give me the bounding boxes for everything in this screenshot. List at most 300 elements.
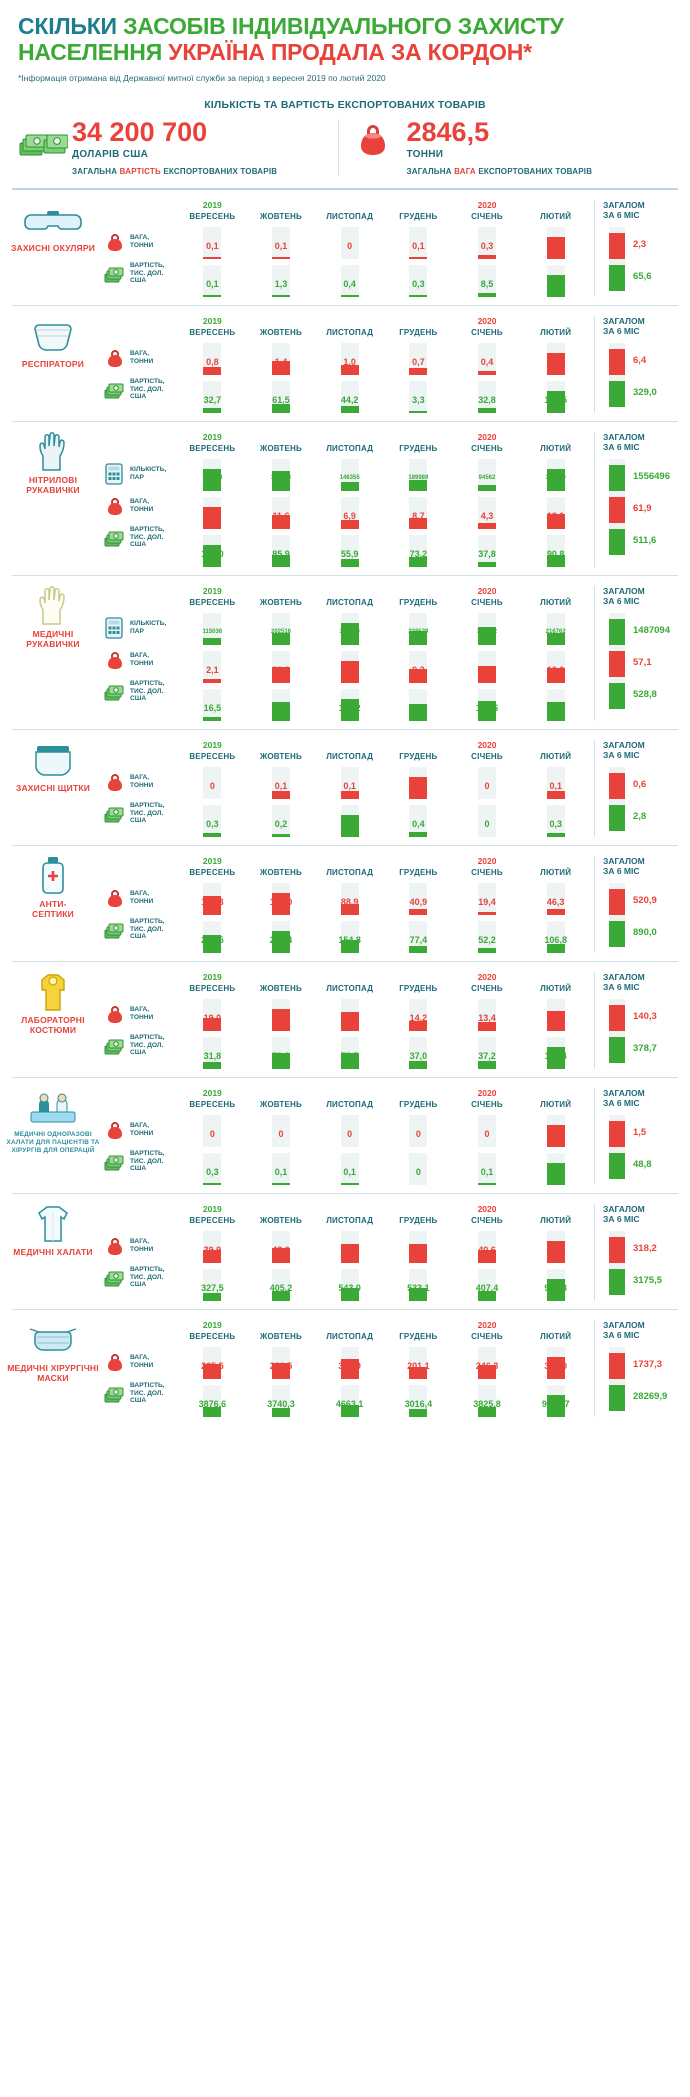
total-value: 57,1 [633, 656, 652, 668]
month-year [247, 316, 316, 328]
product-block-8 [0, 1194, 690, 1309]
bar-cell [521, 613, 590, 645]
month-name: СІЧЕНЬ [471, 327, 503, 337]
bar-value: 4,3 [480, 510, 494, 521]
month-name: ВЕРЕСЕНЬ [189, 211, 236, 221]
bar-value: 98,2 [546, 702, 565, 713]
total-column-title: ЗАГАЛОМ ЗА 6 МІС [603, 971, 645, 993]
bar-cell [384, 1153, 453, 1185]
total-bars [603, 227, 690, 291]
bar-cell [384, 1037, 453, 1069]
month-header-row [178, 740, 590, 761]
month-header-row [178, 432, 590, 453]
month-header-row [178, 1204, 590, 1225]
total-value: 511,6 [633, 534, 657, 546]
bar-value: 0,7 [412, 356, 425, 367]
month-header-3 [384, 316, 453, 337]
bar-fill [272, 633, 290, 644]
metric-label-text: ВАГА, ТОННИ [130, 773, 154, 789]
month-name: СІЧЕНЬ [471, 597, 503, 607]
metric-label-text: ВАРТІСТЬ, ТИС. ДОЛ. США [130, 377, 165, 401]
month-name: ГРУДЕНЬ [399, 751, 438, 761]
bar-fill [203, 638, 221, 644]
month-year [315, 200, 384, 212]
month-name: СІЧЕНЬ [471, 983, 503, 993]
bar-row-weight [178, 343, 590, 375]
month-header-0 [178, 1088, 247, 1109]
bar-fill [478, 1022, 496, 1031]
bar-cell [521, 343, 590, 375]
bar-fill [478, 293, 496, 296]
kettlebell-icon [353, 119, 407, 159]
total-fill [609, 1153, 625, 1179]
bar-cell [247, 1347, 316, 1379]
bar-row-weight [178, 1231, 590, 1263]
total-value: 528,8 [633, 688, 657, 700]
bar-cell [178, 689, 247, 721]
total-column [594, 316, 690, 413]
bar-fill [547, 944, 565, 953]
bar-row-count [178, 459, 590, 491]
product-identity [0, 856, 104, 953]
bar-fill [272, 295, 290, 297]
bar-value: 543,0 [338, 1282, 361, 1293]
month-name: ВЕРЕСЕНЬ [189, 867, 236, 877]
total-track [609, 227, 625, 259]
total-column [594, 1204, 690, 1301]
bar-cell [453, 613, 522, 645]
month-year [384, 316, 453, 328]
total-weight-number: 2846,5 [406, 116, 490, 147]
product-identity [0, 316, 104, 413]
bar-cell [178, 1269, 247, 1301]
bar-cell [315, 1153, 384, 1185]
month-name: ЛИСТОПАД [326, 443, 374, 453]
metric-labels [104, 586, 178, 721]
weight-icon [104, 496, 130, 516]
month-header-4 [453, 200, 522, 221]
month-year [384, 972, 453, 984]
total-weight-unit: ТОННИ [406, 148, 444, 160]
metric-labels [104, 972, 178, 1069]
bar-cell [178, 343, 247, 375]
money-icon [104, 920, 130, 940]
month-header-2 [315, 316, 384, 337]
month-name: ЖОВТЕНЬ [260, 327, 302, 337]
month-year [384, 1204, 453, 1216]
bar-value: 0 [484, 1128, 490, 1139]
month-name: СІЧЕНЬ [471, 211, 503, 221]
month-year: 2019 [202, 1203, 222, 1214]
total-cell [603, 799, 690, 831]
bar-cell [315, 805, 384, 837]
month-name: ГРУДЕНЬ [399, 597, 438, 607]
month-header-1 [247, 856, 316, 877]
bar-value: 0,1 [274, 780, 288, 791]
bar-fill [409, 295, 427, 297]
title-part-1: СКІЛЬКИ [18, 13, 124, 39]
total-value: 2,3 [633, 238, 647, 250]
bar-value: 327,5 [201, 1282, 224, 1293]
total-column [594, 972, 690, 1069]
bar-value: 46,3 [546, 896, 565, 907]
month-name: ЛИСТОПАД [326, 1331, 374, 1341]
month-header-5 [521, 586, 590, 607]
month-name: СІЧЕНЬ [471, 751, 503, 761]
totals-heading: КІЛЬКІСТЬ ТА ВАРТІСТЬ ЕКСПОРТОВАНИХ ТОВАРІВ [204, 98, 486, 111]
month-name: ЛЮТИЙ [540, 443, 572, 453]
bar-value: 3825,8 [473, 1398, 501, 1409]
bar-cell [384, 535, 453, 567]
metric-labels [104, 856, 178, 953]
bar-cell [315, 1347, 384, 1379]
bar-row-cost [178, 1385, 590, 1417]
month-name: ЛЮТИЙ [540, 327, 572, 337]
bar-fill [341, 791, 359, 798]
total-fill [609, 233, 625, 259]
month-year: 2020 [477, 855, 497, 866]
month-grid [178, 586, 594, 721]
product-block-6 [0, 962, 690, 1077]
bar-value: 85,9 [272, 548, 290, 559]
bar-cell [178, 767, 247, 799]
total-track [609, 343, 625, 375]
bar-cell [453, 805, 522, 837]
month-name: ГРУДЕНЬ [399, 1215, 438, 1225]
bar-row-cost [178, 1269, 590, 1301]
month-year [315, 586, 384, 598]
bar-fill [272, 257, 290, 259]
total-column [594, 432, 690, 567]
bar-cell [521, 767, 590, 799]
bar-cell [384, 805, 453, 837]
bar-row-cost [178, 1153, 590, 1185]
bar-value: 0,3 [206, 818, 219, 829]
total-track [609, 1263, 625, 1295]
bar-value: 0,1 [412, 240, 425, 251]
total-column [594, 586, 690, 721]
product-name: НІТРИЛОВІ РУКАВИЧКИ [26, 474, 80, 496]
month-header-3 [384, 972, 453, 993]
month-name: ГРУДЕНЬ [399, 211, 438, 221]
month-header-1 [247, 432, 316, 453]
bar-value: 222,5 [201, 934, 224, 945]
total-fill [609, 349, 625, 375]
total-track [609, 459, 625, 491]
bar-value: 148,3 [201, 896, 224, 907]
total-fill [609, 529, 625, 555]
month-year: 2020 [477, 1319, 497, 1330]
bar-value: 32,7 [203, 394, 222, 405]
month-header-row [178, 316, 590, 337]
month-header-5 [521, 1320, 590, 1341]
bar-value: 11,6 [272, 510, 290, 521]
bar-fill [272, 1291, 290, 1300]
weight-icon [104, 1004, 130, 1024]
month-name: СІЧЕНЬ [471, 1331, 503, 1341]
bar-value: 90,1 [409, 702, 428, 713]
bar-row-weight [178, 497, 590, 529]
nitrile-gloves-icon [6, 434, 100, 470]
metric-labels [104, 740, 178, 837]
bar-fill [478, 255, 496, 259]
month-name: ЖОВТЕНЬ [260, 1099, 302, 1109]
metric-label-text: ВАГА, ТОННИ [130, 1005, 154, 1021]
safety-goggles-icon [6, 202, 100, 238]
month-year [247, 972, 316, 984]
metric-label-text: ВАРТІСТЬ, ТИС. ДОЛ. США [130, 679, 165, 703]
month-name: ВЕРЕСЕНЬ [189, 1331, 236, 1341]
month-header-3 [384, 432, 453, 453]
bar-cell [453, 1269, 522, 1301]
source-note: *Інформація отримана від Державної митної служби за період з вересня 2019 по лютий 2020 [18, 72, 386, 83]
total-weight-caption: ЗАГАЛЬНА ВАГА ЕКСПОРТОВАНИХ ТОВАРІВ [406, 166, 593, 176]
bar-cell [315, 459, 384, 491]
total-column-title: ЗАГАЛОМ ЗА 6 МІС [603, 1087, 645, 1109]
bar-value: 246,3 [475, 1360, 499, 1371]
month-name: ЛЮТИЙ [540, 983, 572, 993]
total-column [594, 200, 690, 297]
bar-fill [409, 411, 427, 413]
metric-label-weight [104, 1114, 178, 1146]
product-identity [0, 740, 104, 837]
month-header-0 [178, 972, 247, 993]
bar-cell [453, 651, 522, 683]
metric-label-text: ВАГА, ТОННИ [130, 497, 154, 513]
bar-value: 55,9 [340, 548, 359, 559]
month-name: ЛЮТИЙ [540, 751, 572, 761]
total-value: 3175,5 [633, 1274, 663, 1286]
total-weight-block [338, 116, 673, 176]
bar-value: 177,0 [269, 896, 293, 907]
month-header-4 [453, 1088, 522, 1109]
bar-cell [315, 343, 384, 375]
weight-icon [104, 232, 130, 252]
month-header-5 [521, 200, 590, 221]
bar-value: 19,0 [203, 1012, 222, 1023]
month-name: ГРУДЕНЬ [399, 1099, 438, 1109]
product-block-0 [0, 190, 690, 305]
month-name: ЛИСТОПАД [326, 867, 374, 877]
bar-value: 40,9 [409, 896, 428, 907]
month-header-1 [247, 972, 316, 993]
bar-cell [384, 227, 453, 259]
month-year: 2019 [202, 1087, 222, 1098]
metric-label-text: ВАРТІСТЬ, ТИС. ДОЛ. США [130, 525, 165, 549]
bar-value: 54,9 [546, 278, 565, 289]
bar-value: 59,0 [340, 1244, 359, 1255]
total-cell [603, 1347, 690, 1379]
bar-value: 397379 [339, 628, 360, 635]
month-year [315, 856, 384, 868]
bar-cell [453, 227, 522, 259]
total-column [594, 1320, 690, 1417]
month-header-1 [247, 316, 316, 337]
product-identity [0, 1320, 104, 1417]
bar-value: 13,4 [478, 1012, 496, 1023]
month-header-0 [178, 432, 247, 453]
bar-value: 0,4 [480, 356, 494, 367]
month-name: ВЕРЕСЕНЬ [189, 1215, 236, 1225]
bar-value: 10,1 [272, 664, 290, 675]
month-year [247, 200, 316, 212]
bar-cell [384, 921, 453, 953]
total-track [609, 1115, 625, 1147]
bar-fill [203, 833, 221, 837]
bar-value: 1,8 [549, 240, 562, 251]
bar-fill [478, 1183, 496, 1185]
bar-value: 37,2 [478, 1050, 496, 1061]
bar-cell [521, 1037, 590, 1069]
total-value: 1487094 [633, 624, 670, 636]
product-name: МЕДИЧНІ РУКАВИЧКИ [26, 628, 80, 650]
bar-fill [203, 717, 221, 720]
bar-value: 0 [484, 818, 490, 829]
month-year [521, 972, 590, 984]
bar-value: 0,1 [274, 240, 288, 251]
bar-cell [521, 265, 590, 297]
month-year [521, 740, 590, 752]
lab-suit-icon [6, 974, 100, 1010]
bar-value: 0 [209, 1128, 215, 1139]
month-header-1 [247, 586, 316, 607]
bar-fill [409, 946, 427, 952]
bar-value: 48,1 [546, 1166, 565, 1177]
total-fill [609, 1269, 625, 1295]
total-cell [603, 1147, 690, 1179]
month-year [247, 1088, 316, 1100]
bar-value: 40,6 [478, 1244, 496, 1255]
bar-value: 0,3 [549, 818, 562, 829]
bar-cell [247, 883, 316, 915]
month-name: ЛИСТОПАД [326, 751, 374, 761]
metric-labels [104, 1204, 178, 1301]
bar-cell [453, 265, 522, 297]
month-grid [178, 1088, 594, 1185]
bar-value: 37,0 [409, 1050, 428, 1061]
month-header-4 [453, 316, 522, 337]
total-value: 28269,9 [633, 1390, 668, 1402]
bar-value: 8,7 [412, 510, 425, 521]
bar-row-cost [178, 689, 590, 721]
metric-label-cost [104, 798, 178, 830]
bar-cell [247, 1269, 316, 1301]
metric-label-weight [104, 342, 178, 374]
bar-value: 8,5 [480, 278, 494, 289]
bar-cell [178, 1037, 247, 1069]
bar-value: 1,4 [274, 356, 288, 367]
month-header-3 [384, 856, 453, 877]
bar-value: 0,8 [206, 356, 219, 367]
month-header-1 [247, 200, 316, 221]
bar-cell [247, 265, 316, 297]
bar-value: 9,2 [412, 664, 425, 675]
metric-label-cost [104, 374, 178, 406]
bar-fill [547, 909, 565, 915]
bar-value: 44,2 [340, 394, 359, 405]
money-stack-icon [18, 119, 72, 159]
title-part-4: УКРАЇНА ПРОДАЛА ЗА КОРДОН [168, 38, 524, 65]
bar-value: 3740,3 [267, 1398, 295, 1409]
bar-cell [453, 999, 522, 1031]
metric-label-text: ВАГА, ТОННИ [130, 1353, 154, 1369]
bar-cell [384, 343, 453, 375]
total-fill [609, 1237, 625, 1263]
month-header-5 [521, 316, 590, 337]
total-fill [609, 497, 625, 523]
month-header-2 [315, 1204, 384, 1225]
bar-value: 18,3 [203, 510, 222, 521]
total-track [609, 613, 625, 645]
bar-cell [315, 1231, 384, 1263]
bar-fill [547, 791, 565, 798]
metric-label-text: КІЛЬКІСТЬ, ПАР [130, 619, 167, 635]
bar-cell [521, 921, 590, 953]
total-value: 890,0 [633, 926, 657, 938]
month-header-0 [178, 856, 247, 877]
total-column-title: ЗАГАЛОМ ЗА 6 МІС [603, 739, 645, 761]
month-year: 2019 [202, 971, 222, 982]
month-year [384, 200, 453, 212]
month-grid [178, 740, 594, 837]
bar-value: 115036 [202, 628, 223, 635]
title-asterisk: * [523, 38, 532, 65]
month-header-0 [178, 740, 247, 761]
total-track [609, 999, 625, 1031]
bar-fill [478, 485, 496, 490]
month-year [521, 1088, 590, 1100]
bar-value: 2,1 [206, 664, 219, 675]
bar-value: 0 [484, 780, 490, 791]
month-header-4 [453, 740, 522, 761]
month-year [315, 1320, 384, 1332]
month-header-0 [178, 586, 247, 607]
bar-cell [178, 883, 247, 915]
total-fill [609, 683, 625, 709]
total-column [594, 1088, 690, 1185]
month-name: ЛЮТИЙ [540, 1331, 572, 1341]
total-value: 61,9 [633, 502, 652, 514]
total-column-title: ЗАГАЛОМ ЗА 6 МІС [603, 585, 645, 607]
bar-cell [453, 459, 522, 491]
month-name: ЛИСТОПАД [326, 983, 374, 993]
month-year: 2019 [202, 855, 222, 866]
metric-label-text: ВАРТІСТЬ, ТИС. ДОЛ. США [130, 1381, 165, 1405]
metric-label-text: ВАГА, ТОННИ [130, 889, 154, 905]
product-block-7 [0, 1078, 690, 1193]
bar-cell [384, 613, 453, 645]
metric-label-text: ВАГА, ТОННИ [130, 349, 154, 365]
month-header-5 [521, 432, 590, 453]
face-shield-icon [6, 742, 100, 778]
bar-cell [521, 883, 590, 915]
bar-cell [521, 1269, 590, 1301]
bar-cell [453, 343, 522, 375]
month-name: ЛЮТИЙ [540, 867, 572, 877]
month-header-2 [315, 200, 384, 221]
month-header-row [178, 1320, 590, 1341]
product-block-2 [0, 422, 690, 575]
month-header-2 [315, 586, 384, 607]
bar-value: 52,2 [478, 934, 496, 945]
metric-label-weight [104, 490, 178, 522]
bar-cell [178, 497, 247, 529]
bar-cell [521, 805, 590, 837]
bar-fill [203, 1293, 221, 1301]
bar-fill [341, 1183, 359, 1185]
total-track [609, 883, 625, 915]
bar-value: 0,1 [343, 780, 356, 791]
